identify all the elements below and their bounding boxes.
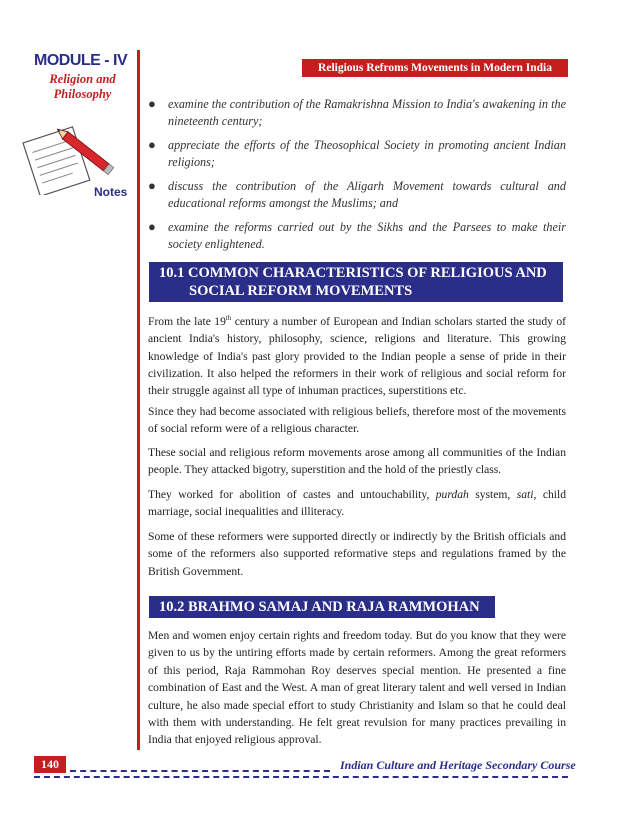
footer-divider xyxy=(70,770,330,772)
list-item: ● examine the reforms carried out by the Sikhs and the Parsees to make their society enlightened. xyxy=(148,219,566,251)
bullet-icon: ● xyxy=(148,178,156,193)
bullet-icon: ● xyxy=(148,96,156,111)
subject-label: Religion and Philosophy xyxy=(49,72,116,101)
notes-label: Notes xyxy=(94,185,128,199)
footer-divider-bottom xyxy=(34,776,568,778)
objectives-list xyxy=(148,96,566,260)
list-item: ● examine the contribution of the Ramakrishna Mission to India's awakening in the nineteenth century; xyxy=(148,96,566,128)
paragraph: Some of these reformers were supported directly or indirectly by the British officials and some of the reformers also supported reformative steps and regulations framed by the British Government. xyxy=(148,530,566,578)
section-heading-10-2: 10.2 BRAHMO SAMAJ AND RAJA RAMMOHAN ROY xyxy=(149,596,495,618)
paragraph: Men and women enjoy certain rights and freedom today. But do you know that they were given to us by the untiring efforts made by certain reformers. Among the great reformers of this period, Raja Rammohan Roy deserves special mention. He presented a fine combination of East and the West. A man of great literary talent and well versed in Indian culture, he also made special effort to study Christianity and Islam so that he could deal with them with understanding. He felt great revulsion for many practices prevailing in India that enjoyed religious approval. xyxy=(148,629,566,747)
running-header: Religious Refroms Movements in Modern India xyxy=(302,59,568,77)
bullet-icon: ● xyxy=(148,137,156,152)
course-title: Indian Culture and Heritage Secondary Course xyxy=(340,758,576,772)
list-item: ● discuss the contribution of the Aligarh Movement towards cultural and educational reforms amongst the Muslims; and xyxy=(148,178,566,210)
paragraph: They worked for abolition of castes and untouchability, purdah system, sati, child marriage, social inequalities and illiteracy. xyxy=(148,488,566,519)
section-heading-10-1: 10.1 COMMON CHARACTERISTICS OF RELIGIOUS AND SOCIAL REFORM MOVEMENTS xyxy=(149,262,563,302)
bullet-icon: ● xyxy=(148,219,156,234)
paragraph: These social and religious reform movements arose among all communities of the Indian people. They attacked bigotry, superstition and the hold of the priestly class. xyxy=(148,446,566,477)
list-item: ● appreciate the efforts of the Theosophical Society in promoting ancient Indian religions; xyxy=(148,137,566,169)
notes-pencil-icon xyxy=(18,115,128,195)
paragraph: Since they had become associated with religious beliefs, therefore most of the movements of social reform were of a religious character. xyxy=(148,405,566,436)
module-label: MODULE - IV xyxy=(34,52,128,69)
page-number: 140 xyxy=(34,756,66,773)
paragraph: From the late 19th century a number of European and Indian scholars started the study of ancient India's history, philosophy, science, religions and literature. This growing knowledge of India's past glory provided to the Indian people a sense of pride in their civilization. It also helped the reformers in their work of religious and social reform for their struggle against all type of inhuman practices, superstitions etc. xyxy=(148,314,567,398)
margin-rule xyxy=(137,50,140,750)
